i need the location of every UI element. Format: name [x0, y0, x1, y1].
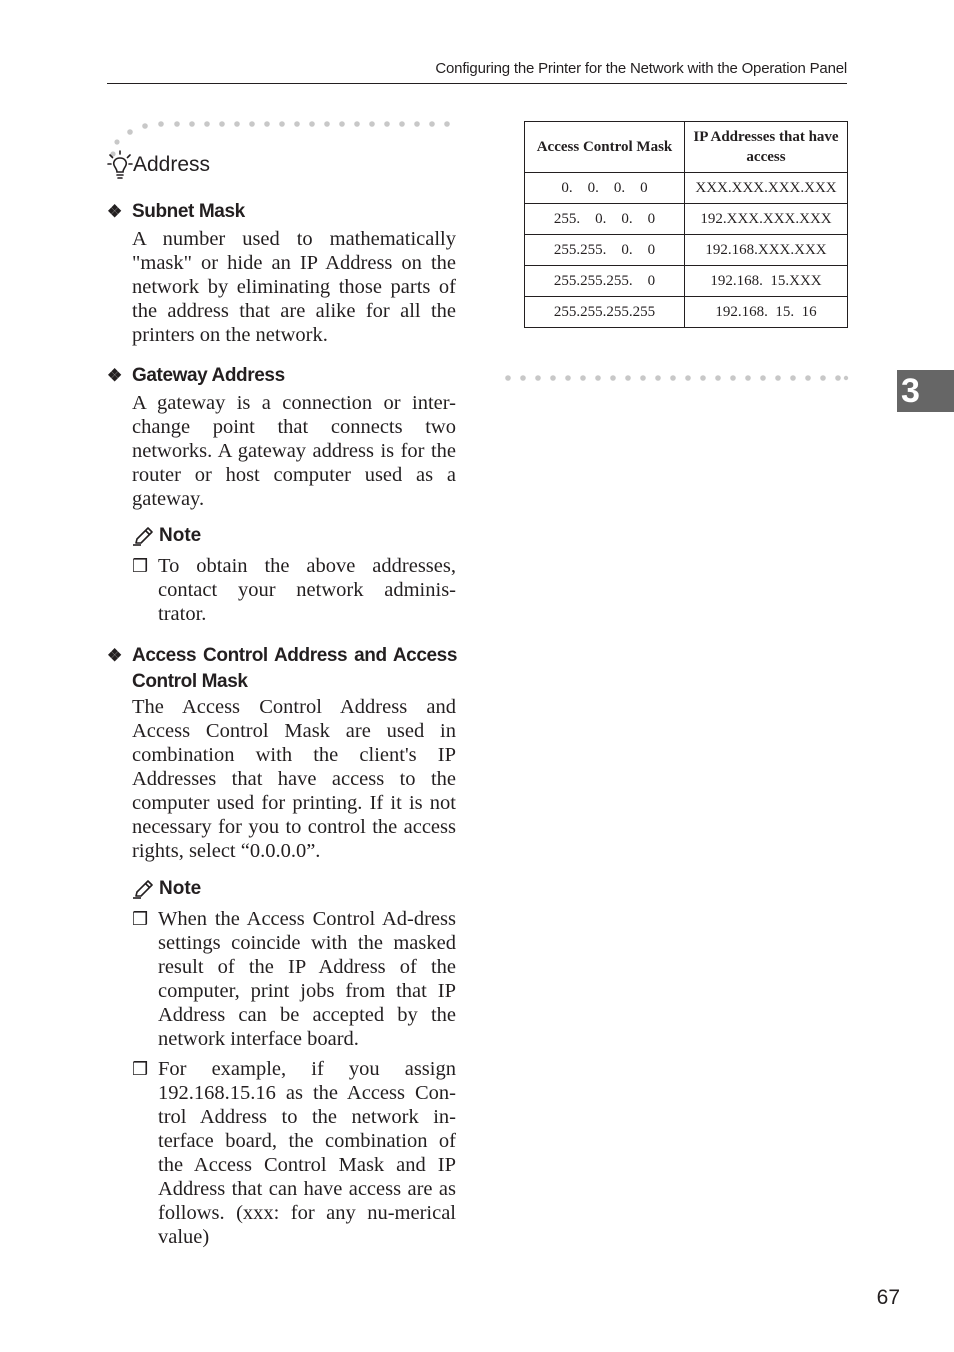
table-cell-mask: 255.255. 0. 0 [525, 235, 685, 266]
table-row [525, 204, 848, 235]
table-row [525, 297, 848, 328]
access-control-note-heading: Note [132, 878, 201, 900]
access-control-mask-table [524, 121, 848, 328]
table-row [525, 266, 848, 297]
checkbox-bullet-icon: ❒ [132, 909, 149, 929]
diamond-bullet-icon: ❖ [107, 366, 122, 385]
access-control-note-item: ❒ For example, if you assign 192.168.15.16 as the Access Con-trol Address to the network in-terface board, the combination of the Access Control Mask and IP Address that can have access are as follows. (xxx: for any nu-merical value) [132, 1058, 456, 1248]
diamond-bullet-icon: ❖ [107, 646, 122, 665]
hint-dots-end [500, 372, 850, 384]
table-header-row [525, 122, 848, 173]
access-control-note-item: ❒ When the Access Control Ad-dress settings coincide with the masked result of the IP Address of the computer, print jobs from that IP Address can be accepted by the network interface board. [132, 908, 456, 1050]
header-rule [107, 83, 847, 84]
hint-heading [107, 150, 210, 180]
table-cell-mask: 255. 0. 0. 0 [525, 204, 685, 235]
access-control-description: The Access Control Address and Access Control Mask are used in combination with the client's IP Addresses that have access to the computer used for printing. If it is not necessary for you to control the access rights, select “0.0.0.0”. [132, 696, 456, 862]
table-row [525, 173, 848, 204]
pencil-note-icon [132, 526, 154, 546]
hint-title: Address [133, 153, 211, 176]
gateway-address-description: A gateway is a connection or inter-change point that connects two networks. A gateway address is for the router or host computer used as a gateway. [132, 392, 456, 510]
table-cell-mask: 0. 0. 0. 0 [525, 173, 685, 204]
checkbox-bullet-icon: ❒ [132, 1059, 149, 1079]
gateway-note-heading: Note [132, 525, 201, 547]
page-number: 67 [876, 1286, 900, 1309]
table-header-mask: Access Control Mask [525, 122, 685, 173]
table-cell-ip: 192.168. 15. 16 [685, 297, 848, 328]
table-header-ip: IP Addresses that have access [685, 122, 848, 173]
lightbulb-icon [107, 150, 133, 180]
table-cell-mask: 255.255.255.255 [525, 297, 685, 328]
table-cell-ip: 192.168. 15.XXX [685, 266, 848, 297]
table-row [525, 235, 848, 266]
table-cell-ip: XXX.XXX.XXX.XXX [685, 173, 848, 204]
access-control-heading: ❖ Access Control Address and Access Control Mask [107, 643, 457, 695]
running-header-title: Configuring the Printer for the Network with the Operation Panel [435, 60, 847, 77]
pencil-note-icon [132, 879, 154, 899]
subnet-mask-description: A number used to mathematically "mask" or hide an IP Address on the network by eliminating those parts of the address that are alike for all the printers on the network. [132, 228, 456, 346]
checkbox-bullet-icon: ❒ [132, 556, 149, 576]
chapter-tab: 3 [897, 370, 954, 412]
diamond-bullet-icon: ❖ [107, 202, 122, 221]
table-cell-mask: 255.255.255. 0 [525, 266, 685, 297]
gateway-address-heading: ❖ Gateway Address [107, 363, 457, 389]
table-cell-ip: 192.168.XXX.XXX [685, 235, 848, 266]
table-cell-ip: 192.XXX.XXX.XXX [685, 204, 848, 235]
subnet-mask-heading: ❖ Subnet Mask [107, 199, 457, 225]
gateway-note-item: ❒ To obtain the above addresses, contact your network adminis-trator. [132, 555, 456, 625]
